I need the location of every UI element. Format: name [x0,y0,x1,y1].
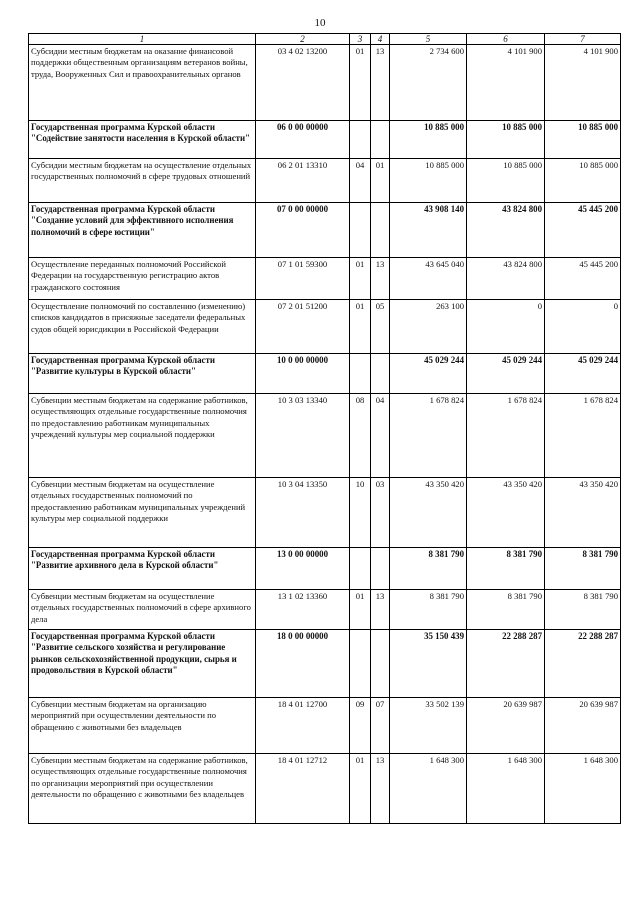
row-section: 01 [350,258,371,300]
row-name: Субвенции местным бюджетам на содержание работников, осуществляющих отдельные государственные полномочия по организации мероприятий при осуществлении деятельности по обращению с животными без владельцев [29,754,256,824]
row-value-7: 10 885 000 [545,159,621,203]
row-subsection: 05 [371,300,390,354]
row-value-5: 10 885 000 [390,159,467,203]
row-name: Субвенции местным бюджетам на содержание работников, осуществляющих отдельные государственные полномочия по предоставлению работникам муниципальных учреждений культуры мер социальной поддержки [29,394,256,478]
row-code: 06 2 01 13310 [256,159,350,203]
row-name: Государственная программа Курской области "Развитие сельского хозяйства и регулирование рынков сельскохозяйственной продукции, сырья и продовольствия в Курской области" [29,630,256,698]
row-subsection [371,548,390,590]
row-code: 18 0 00 00000 [256,630,350,698]
row-value-5: 263 100 [390,300,467,354]
row-value-6: 1 678 824 [467,394,545,478]
table-row [29,590,621,630]
row-name: Осуществление полномочий по составлению (изменению) списков кандидатов в присяжные заседатели федеральных судов общей юрисдикции в Российской Федерации [29,300,256,354]
row-code: 18 4 01 12712 [256,754,350,824]
row-value-6: 1 648 300 [467,754,545,824]
row-code: 10 3 04 13350 [256,478,350,548]
row-subsection [371,121,390,159]
row-value-5: 1 648 300 [390,754,467,824]
row-subsection [371,354,390,394]
row-value-5: 8 381 790 [390,548,467,590]
row-value-5: 33 502 139 [390,698,467,754]
budget-table [28,33,621,824]
row-value-6: 10 885 000 [467,159,545,203]
row-value-7: 1 678 824 [545,394,621,478]
table-row [29,159,621,203]
row-name: Государственная программа Курской области "Создание условий для эффективного исполнения полномочий в сфере юстиции" [29,203,256,258]
row-subsection: 01 [371,159,390,203]
row-value-7: 4 101 900 [545,45,621,121]
table-row-program [29,354,621,394]
row-value-5: 35 150 439 [390,630,467,698]
row-value-6: 43 824 800 [467,258,545,300]
row-value-5: 43 350 420 [390,478,467,548]
row-value-7: 45 029 244 [545,354,621,394]
row-section: 09 [350,698,371,754]
header-cell: 1 [29,34,256,45]
row-subsection: 03 [371,478,390,548]
table-row [29,258,621,300]
row-value-6: 8 381 790 [467,548,545,590]
row-section [350,630,371,698]
row-value-6: 43 350 420 [467,478,545,548]
row-value-7: 0 [545,300,621,354]
row-value-5: 8 381 790 [390,590,467,630]
row-subsection: 04 [371,394,390,478]
row-value-6: 43 824 800 [467,203,545,258]
row-section: 10 [350,478,371,548]
row-value-5: 45 029 244 [390,354,467,394]
header-cell: 2 [256,34,350,45]
row-code: 03 4 02 13200 [256,45,350,121]
header-cell: 5 [390,34,467,45]
row-section: 08 [350,394,371,478]
row-section: 01 [350,300,371,354]
row-code: 07 0 00 00000 [256,203,350,258]
row-section: 01 [350,45,371,121]
table-row [29,478,621,548]
row-name: Государственная программа Курской области "Развитие культуры в Курской области" [29,354,256,394]
table-row-program [29,630,621,698]
row-code: 10 3 03 13340 [256,394,350,478]
row-subsection: 13 [371,590,390,630]
header-cell: 6 [467,34,545,45]
row-value-6: 22 288 287 [467,630,545,698]
table-row [29,698,621,754]
row-value-7: 1 648 300 [545,754,621,824]
row-subsection [371,630,390,698]
row-value-7: 43 350 420 [545,478,621,548]
row-section: 01 [350,754,371,824]
row-value-5: 10 885 000 [390,121,467,159]
header-cell: 3 [350,34,371,45]
row-value-6: 45 029 244 [467,354,545,394]
row-section [350,203,371,258]
table-row [29,300,621,354]
row-name: Субвенции местным бюджетам на организацию мероприятий при осуществлении деятельности по обращению с животными без владельцев [29,698,256,754]
row-subsection: 13 [371,45,390,121]
row-value-7: 20 639 987 [545,698,621,754]
header-cell: 4 [371,34,390,45]
row-value-7: 45 445 200 [545,203,621,258]
row-subsection: 13 [371,754,390,824]
table-row-program [29,203,621,258]
row-name: Государственная программа Курской области "Содействие занятости населения в Курской области" [29,121,256,159]
row-code: 13 1 02 13360 [256,590,350,630]
row-value-5: 2 734 600 [390,45,467,121]
row-value-7: 45 445 200 [545,258,621,300]
row-section [350,548,371,590]
row-name: Субсидии местным бюджетам на оказание финансовой поддержки общественным организациям ветеранов войны, труда, Вооруженных Сил и правоохранительных органов [29,45,256,121]
row-code: 06 0 00 00000 [256,121,350,159]
row-value-7: 8 381 790 [545,548,621,590]
row-value-6: 20 639 987 [467,698,545,754]
row-subsection [371,203,390,258]
row-value-6: 0 [467,300,545,354]
row-subsection: 07 [371,698,390,754]
row-section: 01 [350,590,371,630]
row-value-6: 4 101 900 [467,45,545,121]
table-row [29,394,621,478]
header-cell: 7 [545,34,621,45]
row-value-7: 10 885 000 [545,121,621,159]
row-section [350,354,371,394]
row-code: 07 1 01 59300 [256,258,350,300]
row-name: Субвенции местным бюджетам на осуществление отдельных государственных полномочий в сфере архивного дела [29,590,256,630]
table-row-program [29,121,621,159]
row-value-5: 43 908 140 [390,203,467,258]
row-name: Государственная программа Курской области "Развитие архивного дела в Курской области" [29,548,256,590]
table-row [29,754,621,824]
row-name: Осуществление переданных полномочий Российской Федерации на государственную регистрацию актов гражданского состояния [29,258,256,300]
row-name: Субвенции местным бюджетам на осуществление отдельных государственных полномочий по предоставлению работникам муниципальных учреждений культуры мер социальной поддержки [29,478,256,548]
header-row [29,34,621,45]
table-row [29,45,621,121]
row-section [350,121,371,159]
page-number: 10 [314,17,326,29]
row-code: 13 0 00 00000 [256,548,350,590]
table-row-program [29,548,621,590]
row-value-6: 8 381 790 [467,590,545,630]
row-name: Субсидии местным бюджетам на осуществление отдельных государственных полномочий в сфере трудовых отношений [29,159,256,203]
row-value-7: 8 381 790 [545,590,621,630]
row-code: 18 4 01 12700 [256,698,350,754]
row-value-6: 10 885 000 [467,121,545,159]
row-value-5: 1 678 824 [390,394,467,478]
row-code: 10 0 00 00000 [256,354,350,394]
row-code: 07 2 01 51200 [256,300,350,354]
row-subsection: 13 [371,258,390,300]
row-section: 04 [350,159,371,203]
row-value-5: 43 645 040 [390,258,467,300]
row-value-7: 22 288 287 [545,630,621,698]
